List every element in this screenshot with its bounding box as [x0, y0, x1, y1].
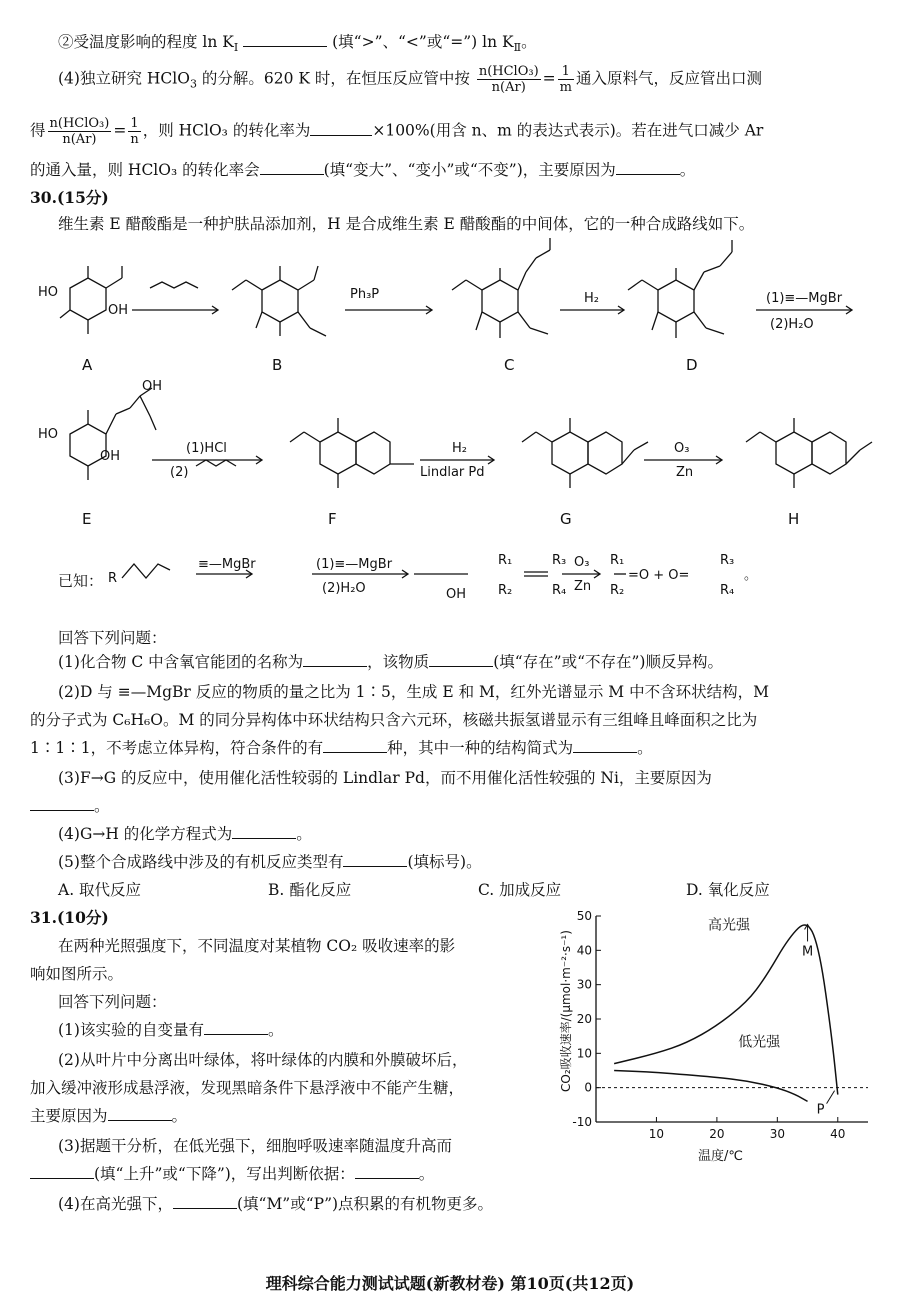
- x-tick-label: 10: [648, 1127, 665, 1141]
- answer-blank[interactable]: [303, 652, 367, 667]
- chart-series: [614, 917, 838, 1118]
- svg-text:R₄: R₄: [552, 583, 567, 598]
- svg-text:OH: OH: [100, 449, 121, 464]
- q30-part2a: (2)D 与 ≡—MgBr 反应的物质的量之比为 1∶5，生成 E 和 M，红外光谱显示 M 中不含环状结构，M: [58, 683, 769, 701]
- q31-part4: (4)在高光强下， (填“M”或“P”)点积累的有机物更多。: [58, 1195, 494, 1213]
- compound-b-structure: [232, 266, 326, 336]
- compound-f-structure: [290, 418, 414, 488]
- svg-text:R₁: R₁: [498, 553, 513, 568]
- svg-text:R: R: [108, 571, 118, 586]
- q30-intro: 维生素 E 醋酸酯是一种护肤品添加剂，H 是合成维生素 E 醋酸酯的中间体，它的一种合成路线如下。: [58, 215, 755, 233]
- svg-text:R₃: R₃: [720, 553, 735, 568]
- svg-text:(1)≡—MgBr: (1)≡—MgBr: [316, 557, 393, 572]
- svg-text:。: 。: [744, 568, 758, 583]
- m-label: M: [801, 944, 814, 960]
- q30-heading: 30.(15分): [30, 188, 109, 207]
- svg-text:Zn: Zn: [574, 579, 592, 594]
- svg-text:A: A: [82, 356, 93, 374]
- answer-blank[interactable]: [355, 1164, 419, 1179]
- svg-text:R₂: R₂: [498, 583, 513, 598]
- q31-heading: 31.(10分): [30, 908, 109, 927]
- q30-part5: (5)整个合成路线中涉及的有机反应类型有 (填标号)。: [58, 853, 482, 871]
- compound-g-structure: [522, 418, 648, 488]
- page-footer: 理科综合能力测试试题(新教材卷) 第10页(共12页): [265, 1274, 635, 1293]
- q30-part2b: 的分子式为 C₆H₆O。M 的同分异构体中环状结构只含六元环，核磁共振氢谱显示有三组峰且峰面积之比为: [30, 711, 758, 729]
- svg-text:H: H: [788, 510, 800, 528]
- svg-text:G: G: [560, 510, 572, 528]
- svg-text:Zn: Zn: [676, 465, 694, 480]
- svg-text:Lindlar Pd: Lindlar Pd: [420, 465, 485, 480]
- answer-blank[interactable]: [573, 738, 637, 753]
- svg-text:E: E: [82, 510, 92, 528]
- p-label: P: [816, 1102, 825, 1118]
- answer-blank[interactable]: [232, 824, 296, 839]
- y-tick-label: 40: [576, 943, 592, 958]
- q31-line1: 在两种光照强度下，不同温度对某植物 CO₂ 吸收速率的影: [58, 937, 456, 955]
- q31-part3a: (3)据题干分析，在低光强下，细胞呼吸速率随温度升高而: [58, 1137, 452, 1155]
- svg-text:F: F: [328, 510, 337, 528]
- x-axis-label: 温度/℃: [698, 1149, 743, 1164]
- svg-text:OH: OH: [142, 379, 163, 394]
- svg-text:=O + O=: =O + O=: [628, 568, 690, 583]
- q30-part2c: 1∶1∶1，不考虑立体异构，符合条件的有 种，其中一种的结构简式为 。: [30, 739, 653, 757]
- q31-ask: 回答下列问题：: [58, 993, 167, 1011]
- compound-c-structure: [452, 238, 550, 338]
- answer-blank[interactable]: [343, 852, 407, 867]
- answer-blank[interactable]: [310, 121, 372, 136]
- co2-chart: [548, 902, 888, 1170]
- y-axis-label: CO₂吸收速率/(μmol·m⁻²·s⁻¹): [559, 930, 573, 1092]
- q30-part3-blank: 。: [30, 796, 110, 816]
- q29-line3: 得 $\frac{\text{n(HClO₃)}}{n(Ar)}$ = $\frac{1}{n}$ ，则 HClO₃ 的转化率为 ×100%(用含 n、m 的表达式表示)。若在进气口减少 Ar: [30, 116, 764, 147]
- svg-text:R₂: R₂: [610, 583, 625, 598]
- answer-blank[interactable]: [108, 1106, 172, 1121]
- y-tick-label: 0: [584, 1080, 592, 1095]
- answer-blank[interactable]: [243, 32, 327, 47]
- y-tick-label: 30: [576, 977, 592, 992]
- answer-blank[interactable]: [30, 796, 94, 811]
- q29-line1: ②受温度影响的程度 $\ln K_Ⅰ$ (填“>”、“<”或“=”) $\ln K_Ⅱ$。: [58, 33, 537, 55]
- answer-blank[interactable]: [616, 160, 680, 175]
- compound-a-structure: [60, 266, 122, 334]
- q29-line4: 的通入量，则 HClO₃ 的转化率会 (填“变大”、“变小”或“不变”)，主要原因为 。: [30, 161, 696, 179]
- svg-text:H₂: H₂: [584, 291, 599, 306]
- svg-text:(1)HCl: (1)HCl: [186, 441, 227, 456]
- y-tick-label: -10: [572, 1115, 592, 1129]
- compound-d-structure: [628, 240, 732, 338]
- series-label-0: 高光强: [707, 917, 750, 934]
- svg-text:(1)≡—MgBr: (1)≡—MgBr: [766, 291, 843, 306]
- svg-text:B: B: [272, 356, 283, 374]
- compound-h-structure: [746, 418, 872, 488]
- q31-part2b: 加入缓冲液形成悬浮液，发现黑暗条件下悬浮液中不能产生糖，: [30, 1079, 465, 1097]
- svg-text:O₃: O₃: [574, 555, 590, 570]
- series-line-1: [614, 1071, 807, 1102]
- answer-blank[interactable]: [260, 160, 324, 175]
- y-tick-label: 50: [576, 909, 592, 923]
- known-label: 已知：: [58, 572, 104, 590]
- q31-part2c: 主要原因为 。: [30, 1107, 188, 1125]
- synthesis-scheme: [0, 238, 900, 608]
- svg-text:HO: HO: [38, 285, 59, 300]
- p-arrow: [827, 1091, 835, 1104]
- svg-text:D: D: [686, 356, 698, 374]
- answer-blank[interactable]: [204, 1020, 268, 1035]
- y-tick-label: 20: [576, 1012, 592, 1026]
- compound-e-structure: [70, 388, 156, 480]
- svg-text:C: C: [504, 356, 515, 374]
- svg-text:OH: OH: [108, 303, 129, 318]
- option-b[interactable]: B. 酯化反应: [268, 881, 352, 899]
- option-d[interactable]: D. 氧化反应: [686, 881, 770, 899]
- q30-part1: (1)化合物 C 中含氧官能团的名称为 ，该物质 (填“存在”或“不存在”)顺反异构。: [58, 653, 723, 671]
- answer-blank[interactable]: [30, 1164, 94, 1179]
- q31-line2: 响如图所示。: [30, 965, 124, 983]
- svg-text:O₃: O₃: [674, 441, 690, 456]
- q30-part3: (3)F→G 的反应中，使用催化活性较弱的 Lindlar Pd，而不用催化活性较强的 Ni，主要原因为: [58, 769, 712, 787]
- answer-blank[interactable]: [323, 738, 387, 753]
- q30-part4: (4)G→H 的化学方程式为 。: [58, 825, 312, 843]
- answer-blank[interactable]: [429, 652, 493, 667]
- svg-text:Ph₃P: Ph₃P: [350, 287, 380, 302]
- svg-text:OH: OH: [446, 587, 467, 602]
- x-tick-label: 30: [769, 1127, 785, 1141]
- svg-text:R₁: R₁: [610, 553, 625, 568]
- q31-part1: (1)该实验的自变量有 。: [58, 1021, 284, 1039]
- svg-text:R₄: R₄: [720, 583, 735, 598]
- ratio-fraction: $\frac{\text{n(HClO₃)}}{n(Ar)}$: [478, 64, 539, 95]
- svg-text:H₂: H₂: [452, 441, 467, 456]
- svg-text:(2)H₂O: (2)H₂O: [322, 581, 366, 596]
- option-a[interactable]: A. 取代反应: [58, 881, 142, 899]
- q29-line2: (4)独立研究 HClO$_3$ 的分解。620 K 时，在恒压反应管中按 $\frac{\text{n(HClO₃)}}{n(Ar)}$ = $\frac{1}{m}$ 通入原料气，反应管出口测: [58, 64, 762, 95]
- answer-blank[interactable]: [173, 1194, 237, 1209]
- series-label-1: 低光强: [738, 1034, 781, 1051]
- q30-ask: 回答下列问题：: [58, 629, 167, 647]
- x-tick-label: 20: [709, 1127, 725, 1141]
- svg-text:≡—MgBr: ≡—MgBr: [198, 557, 256, 572]
- q31-part3b: (填“上升”或“下降”)，写出判断依据： 。: [30, 1164, 434, 1184]
- q31-part2a: (2)从叶片中分离出叶绿体，将叶绿体的内膜和外膜破坏后，: [58, 1051, 468, 1069]
- y-tick-label: 10: [576, 1046, 592, 1061]
- svg-text:(2)H₂O: (2)H₂O: [770, 317, 814, 332]
- svg-text:(2): (2): [170, 465, 189, 480]
- x-tick-label: 40: [830, 1127, 846, 1141]
- svg-text:HO: HO: [38, 427, 59, 442]
- svg-text:R₃: R₃: [552, 553, 567, 568]
- option-c[interactable]: C. 加成反应: [478, 881, 562, 899]
